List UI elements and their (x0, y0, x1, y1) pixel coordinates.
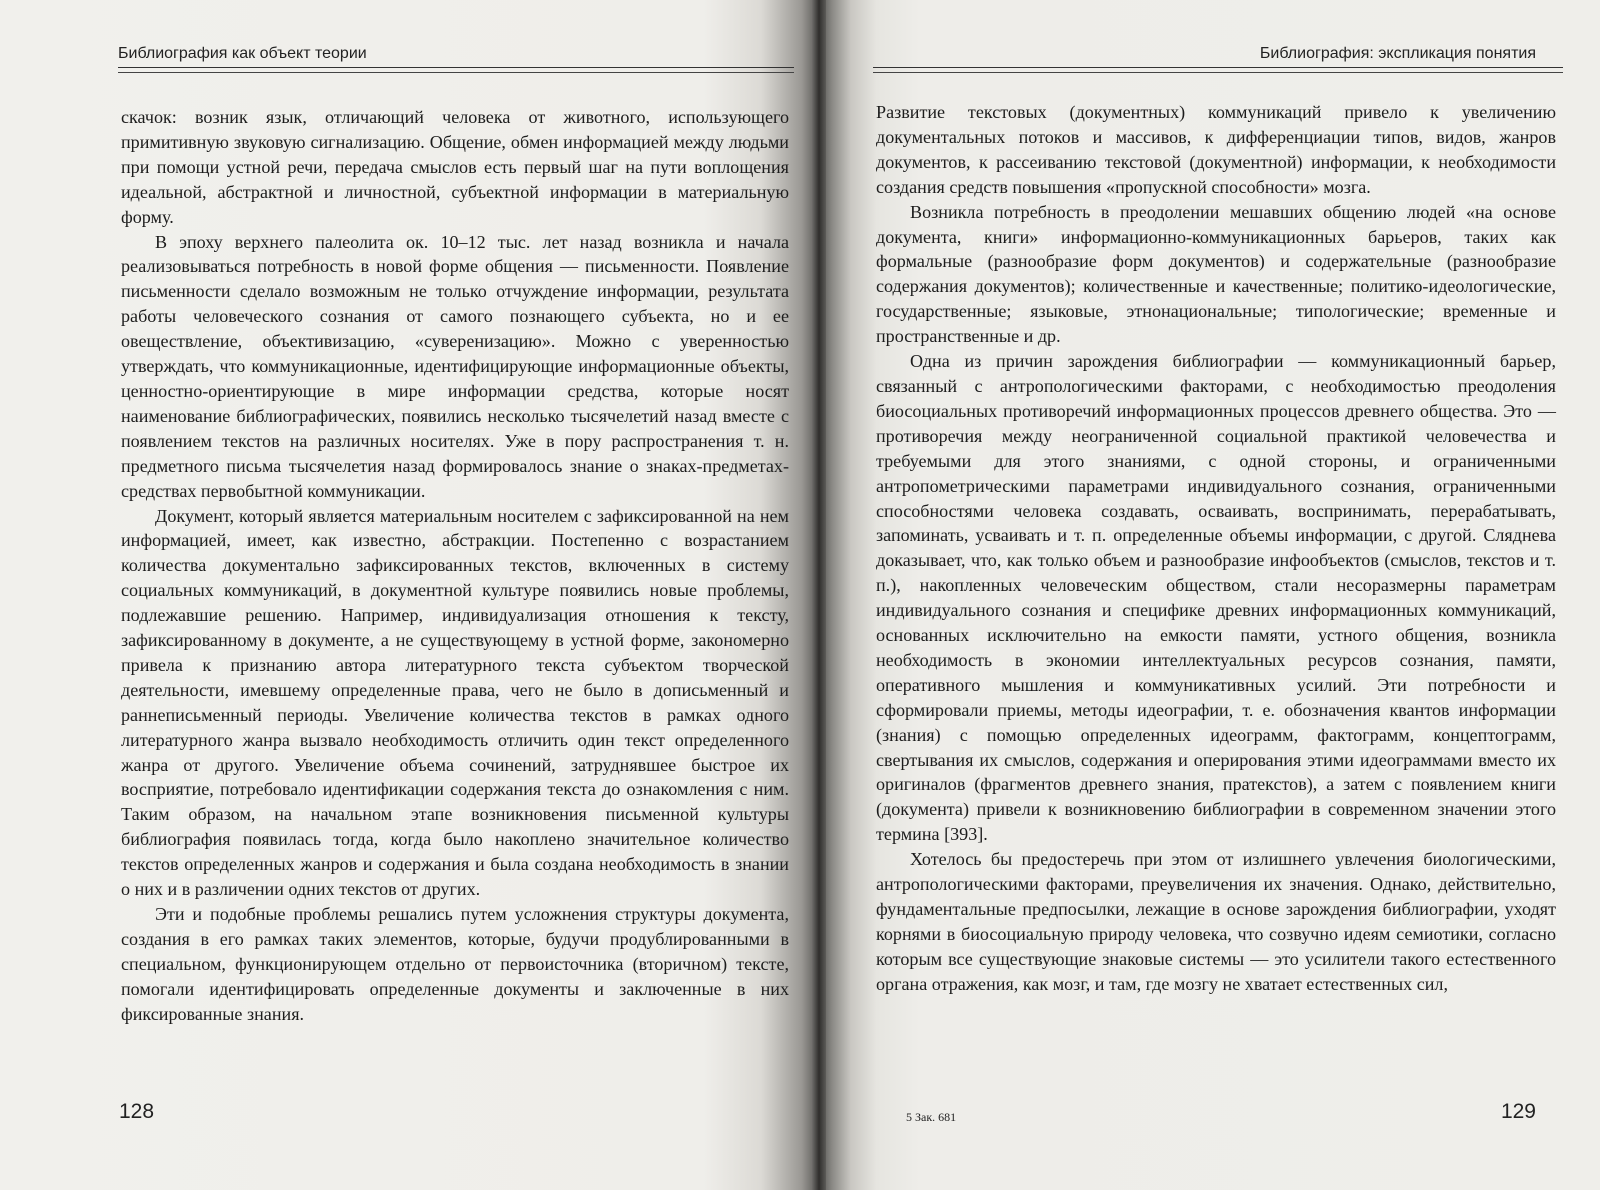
paragraph: скачок: возник язык, отличающий человека от животного, использующего примитивную звуковую сигнализацию. Общение, обмен информацией между людьми при помощи устной речи, передача смыслов есть первый шаг на пути воплощения идеальной, абстрактной и личностной, субъектной информации в материальную форму. (121, 107, 789, 227)
header-rule (873, 67, 1563, 68)
header-rule (873, 72, 1563, 73)
paragraph: Хотелось бы предостеречь при этом от излишнего увлечения биологическими, антропологическими факторами, преувеличения их значения. Однако, действительно, фундаментальные предпосылки, лежащие в основе зарождения библиографии, уходят корнями в биосоциальную природу человека, что созвучно идеям семиотики, согласно которым все существующие знаковые системы — это усилители такого естественного органа отражения, как мозг, и там, где мозгу не хватает естественных сил, (876, 849, 1556, 994)
paragraph: Эти и подобные проблемы решались путем усложнения структуры документа, создания в его рамках таких элементов, которые, будучи продублированными в специальном, функционирующем отдельно от первоисточника (вторичном) тексте, помогали идентифицировать определенные документы и заключенные в них фиксированные знания. (121, 904, 789, 1024)
running-head-left: Библиография как объект теории (118, 45, 367, 62)
running-head-right: Библиография: экспликация понятия (1259, 45, 1536, 62)
paragraph: Возникла потребность в преодолении мешавших общению людей «на основе документа, книги» информационно-коммуникационных барьеров, таких как формальные (разнообразие форм документов) и содержательные (разнообразие содержания документов); количественные и качественные; политико-идеологические, государственные; языковые, этнонациональные; типологические; временные и пространственные и др. (876, 201, 1556, 347)
printer-signature: 5 Зак. 681 (906, 1110, 957, 1124)
paragraph: В эпоху верхнего палеолита ок. 10–12 тыс. лет назад возникла и начала реализовываться потребность в новой форме общения — письменности. Появление письменности сделало возможным не только отчуждение информации, результата работы человеческого сознания от самого познающего субъекта, но и ее овеществление, объективизацию, «суверенизацию». Можно с уверенностью утверждать, что коммуникационные, идентифицирующие информационные объекты, ценностно-ориентирующие в мире информации средства, которые носят наименование библиографических, появились несколько тысячелетий назад вместе с появлением текстов на различных носителях. Уже в пору распространения т. н. предметного письма тысячелетия назад формировалось знание о знаках-предметах-средствах первобытной коммуникации. (121, 231, 789, 501)
right-page (818, 0, 1600, 1190)
page-number-right: 129 (1500, 1100, 1536, 1123)
page-number-left: 128 (119, 1100, 155, 1123)
book-spine (812, 0, 826, 1190)
paragraph: Развитие текстовых (документных) коммуникаций привело к увеличению документальных потоков и массивов, к дифференциации типов, видов, жанров документов, к рассеиванию текстовой (документной) информации, к необходимости создания средств повышения «пропускной способности» мозга. (876, 102, 1556, 197)
body-text-left (121, 105, 789, 1027)
paragraph: Документ, который является материальным носителем с зафиксированной на нем информацией, имеет, как известно, абстракции. Постепенно с возрастанием количества документально зафиксированных текстов, включенных в систему социальных коммуникаций, в документной культуре появились новые проблемы, подлежавшие решению. Например, индивидуализация отношения к тексту, зафиксированному в документе, а не существующему в устной форме, закономерно привела к признанию автора литературного текста субъектом творческой деятельности, имевшему определенные права, чего не было в дописьменный и раннеписьменный периоды. Увеличение количества текстов в рамках одного литературного жанра вызвало необходимость отличить один текст определенного жанра от другого. Увеличение объема сочинений, затруднявшее быстрое их восприятие, потребовало идентификации содержания текста до ознакомления с ним. Таким образом, на начальном этапе возникновения письменной культуры библиография появилась тогда, когда было накоплено значительное количество текстов определенных жанров и содержания и была создана необходимость в знании о них и в различении одних текстов от других. (121, 505, 789, 900)
header-rule (118, 72, 794, 73)
header-rule (118, 67, 794, 68)
paragraph: Одна из причин зарождения библиографии — коммуникационный барьер, связанный с антропологическими факторами, с необходимостью преодоления биосоциальных противоречий информационных процессов древнего общества. Это — противоречия между неограниченной социальной практикой человечества и требуемыми для этого знаниями, с одной стороны, и ограниченными антропометрическими параметрами индивидуального сознания, ограниченными способностями человека создавать, осваивать, воспринимать, перерабатывать, запоминать, усваивать и т. п. определенные объемы информации, с другой. Сляднева доказывает, что, как только объем и разнообразие инфообъектов (смыслов, текстов и т. п.), накопленных человеческим обществом, стали несоразмерны параметрам индивидуального сознания и специфике древних информационных коммуникаций, основанных исключительно на емкости памяти, устного общения, возникла необходимость в экономии интеллектуальных ресурсов сознания, памяти, оперативного мышления и коммуникативных усилий. Эти потребности и сформировали приемы, методы идеографии, т. е. обозначения квантов информации (знания) с помощью определенных идеограмм, фактограмм, концептограмм, свертывания их смыслов, содержания и оперирования этими идеограммами вместо их оригиналов (фрагментов древнего знания, пратекстов), а затем с появлением книги (документа) привели к возникновению библиографии в современном значении этого термина [393]. (876, 351, 1556, 845)
body-text-right (876, 100, 1556, 997)
